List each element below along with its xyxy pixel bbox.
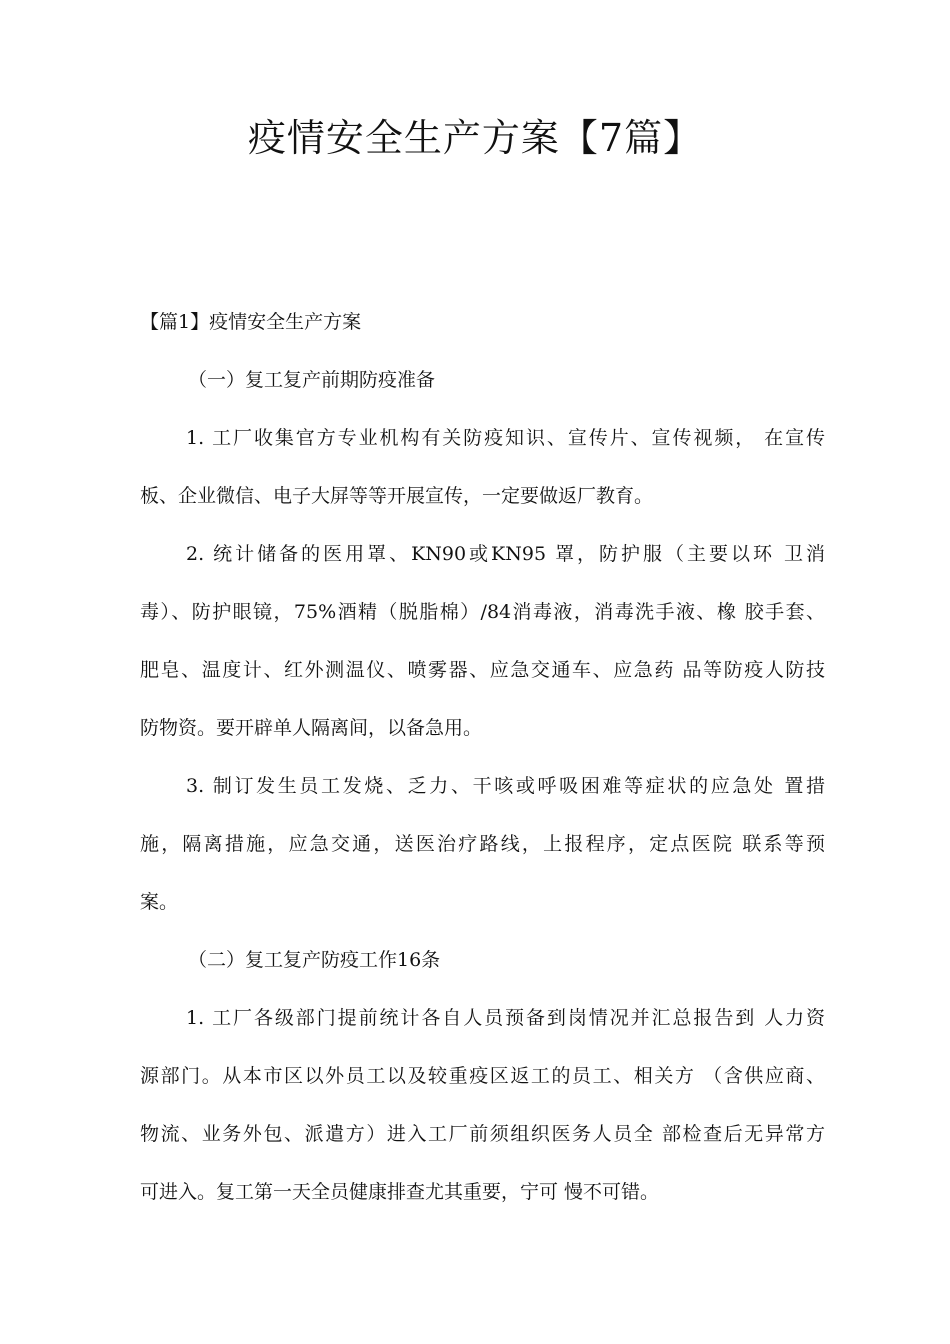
document-title: 疫情安全生产方案【7篇】 bbox=[247, 116, 703, 160]
paragraph-line: 2. 统计储备的医用罩、KN90或KN95 罩，防护服（主要以环 卫消 bbox=[186, 543, 825, 565]
paragraph-line: 源部门。从本市区以外员工以及较重疫区返工的员工、相关方 （含供应商、 bbox=[140, 1065, 825, 1087]
section-heading: 【篇1】疫情安全生产方案 bbox=[140, 311, 362, 333]
document-body bbox=[140, 302, 830, 1230]
paragraph-line: 1. 工厂各级部门提前统计各自人员预备到岗情况并汇总报告到 人力资 bbox=[186, 1007, 825, 1029]
paragraph-line: 物流、业务外包、派遣方）进入工厂前须组织医务人员全 部检查后无异常方 bbox=[140, 1123, 825, 1145]
subsection-heading: （一）复工复产前期防疫准备 bbox=[188, 369, 436, 391]
paragraph-line: 3. 制订发生员工发烧、乏力、干咳或呼吸困难等症状的应急处 置措 bbox=[186, 775, 825, 797]
paragraph-line: 肥皂、温度计、红外测温仪、喷雾器、应急交通车、应急药 品等防疫人防技 bbox=[140, 659, 825, 681]
paragraph-line: 1. 工厂收集官方专业机构有关防疫知识、宣传片、宣传视频， 在宣传 bbox=[186, 427, 825, 449]
paragraph-line: 施，隔离措施，应急交通，送医治疗路线，上报程序，定点医院 联系等预 bbox=[140, 833, 825, 855]
paragraph-line: 毒）、防护眼镜，75%酒精（脱脂棉）/84消毒液，消毒洗手液、橡 胶手套、 bbox=[140, 601, 825, 623]
paragraph-line: 防物资。要开辟单人隔离间，以备急用。 bbox=[140, 717, 483, 739]
paragraph-line: 案。 bbox=[140, 891, 179, 913]
subsection-heading: （二）复工复产防疫工作16条 bbox=[188, 949, 441, 971]
paragraph-line: 板、企业微信、电子大屏等等开展宣传，一定要做返厂教育。 bbox=[140, 485, 654, 507]
paragraph-line: 可进入。复工第一天全员健康排查尤其重要，宁可 慢不可错。 bbox=[140, 1181, 660, 1203]
